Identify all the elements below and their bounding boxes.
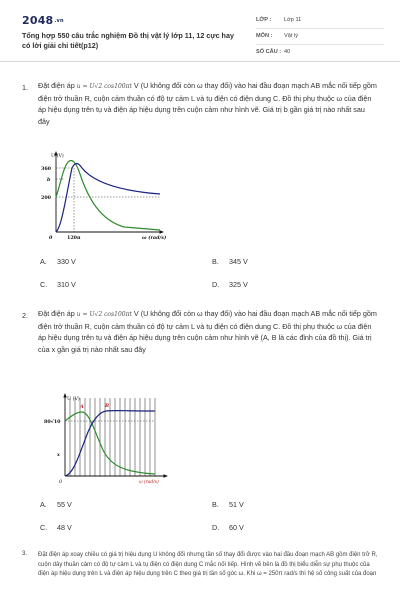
meta-row-class bbox=[256, 13, 384, 29]
voltage-formula: u = U√2 cos100πt bbox=[76, 83, 132, 90]
label-a: A bbox=[80, 404, 84, 410]
meta-value: Vật lý bbox=[284, 33, 298, 39]
option-label: A. bbox=[40, 257, 47, 266]
logo-suffix: .vn bbox=[54, 18, 64, 24]
inductor-voltage-curve bbox=[56, 164, 160, 233]
document-meta bbox=[256, 13, 384, 61]
x-axis-arrow bbox=[164, 474, 169, 477]
question-text-start: Đặt điện áp bbox=[38, 309, 77, 318]
x-axis-label: ω (rad/s) bbox=[139, 480, 159, 485]
option-d[interactable] bbox=[212, 523, 244, 532]
question-text-rest: V (U không đổi còn ω thay đổi) vào hai đầu đoạn mạch AB mắc nối tiếp gồm điện trở thuần R, cuộn cảm thuần có độ tự cảm L và tụ điện có điện dung C. Đồ thị phụ thuộc ω của điện áp hiệu dụng trên tụ và điện áp hiệu dụng trên cuộn cảm như hình vẽ (A, B là các đỉnh của đồ thị). Giá trị của x gần giá trị nào nhất sau đây bbox=[38, 309, 377, 354]
meta-key: LỚP : bbox=[256, 17, 272, 23]
voltage-formula: u = U√2 cos100πt bbox=[76, 311, 132, 318]
q1-voltage-graph bbox=[28, 146, 168, 244]
option-value: 51 V bbox=[229, 500, 244, 509]
question-number: 1. bbox=[22, 83, 28, 92]
question-text bbox=[38, 80, 378, 127]
question-number: 2. bbox=[22, 311, 28, 320]
tick-x-label: x bbox=[57, 452, 60, 458]
question-number: 3. bbox=[22, 551, 28, 557]
option-c[interactable] bbox=[40, 280, 76, 289]
meta-row-count bbox=[256, 45, 384, 61]
page-header bbox=[0, 0, 400, 62]
option-value: 48 V bbox=[57, 523, 72, 532]
question-text bbox=[38, 308, 378, 355]
option-label: C. bbox=[40, 523, 48, 532]
option-value: 55 V bbox=[57, 500, 72, 509]
x-axis-label: ω (rad/s) bbox=[142, 235, 167, 241]
tick-b-label: b bbox=[47, 177, 51, 183]
option-label: B. bbox=[212, 257, 219, 266]
option-value: 310 V bbox=[57, 280, 76, 289]
option-value: 325 V bbox=[229, 280, 248, 289]
origin-label: 0 bbox=[59, 480, 63, 485]
meta-value: Lớp 11 bbox=[284, 17, 302, 23]
tick-360-label: 360 bbox=[41, 166, 52, 172]
option-value: 330 V bbox=[57, 257, 76, 266]
origin-label: 0 bbox=[49, 235, 53, 241]
question-text-start: Đặt điện áp bbox=[38, 81, 77, 90]
meta-value: 40 bbox=[284, 49, 291, 55]
y-axis-label: U (V) bbox=[51, 154, 64, 159]
tick-80sqrt10-label: 80√10 bbox=[44, 419, 61, 425]
document-title: Tổng hợp 550 câu trắc nghiệm Đồ thị vật lý lớp 11, 12 cực hay có lời giải chi tiết(p12) bbox=[22, 31, 234, 50]
meta-row-subject bbox=[256, 29, 384, 45]
option-value: 345 V bbox=[229, 257, 248, 266]
option-a[interactable] bbox=[40, 500, 72, 509]
option-label: B. bbox=[212, 500, 219, 509]
label-b: B bbox=[105, 403, 110, 409]
option-c[interactable] bbox=[40, 523, 72, 532]
question-text: Đặt điện áp xoay chiều có giá trị hiệu dụng U không đổi nhưng tần số thay đổi được vào hai đầu đoạn mạch AB gồm điện trở R, cuộn dây thuần cảm có độ tự cảm L và tụ điện có điện dung C mắc nối tiếp. Hình vẽ bên là đồ thị biểu diễn sự phụ thuộc của điện áp hiệu dụng trên L và điện áp hiệu dụng trên C theo giá trị tần số góc ω. Khi ω = 250π rad/s thì hệ số công suất của đoạn bbox=[38, 552, 378, 578]
logo-text: 2048 bbox=[22, 14, 54, 27]
meta-key: MÔN : bbox=[256, 33, 273, 39]
option-a[interactable] bbox=[40, 257, 76, 266]
option-b[interactable] bbox=[212, 500, 244, 509]
option-value: 60 V bbox=[229, 523, 244, 532]
option-label: D. bbox=[212, 280, 220, 289]
option-label: D. bbox=[212, 523, 220, 532]
option-b[interactable] bbox=[212, 257, 248, 266]
y-axis-label: U (V) bbox=[67, 397, 80, 402]
option-label: A. bbox=[40, 500, 47, 509]
site-logo[interactable] bbox=[22, 14, 64, 27]
tick-200-label: 200 bbox=[41, 195, 52, 201]
tick-120pi-label: 120π bbox=[67, 235, 81, 241]
question-text-rest: V (U không đổi còn ω thay đổi) vào hai đầu đoạn mạch AB mắc nối tiếp gồm điện trở thuần R, cuộn cảm thuần có độ tự cảm L và tụ điện có điện dung C. Đồ thị phụ thuộc ω của điện áp hiệu dụng trên tụ và điện áp hiệu dụng trên cuộn cảm như hình vẽ. Giá trị b gần giá trị nào nhất sau đây bbox=[38, 81, 377, 126]
x-axis-arrow bbox=[160, 230, 165, 233]
q2-voltage-graph bbox=[24, 390, 174, 490]
option-label: C. bbox=[40, 280, 48, 289]
meta-key: SỐ CÂU : bbox=[256, 49, 282, 55]
option-d[interactable] bbox=[212, 280, 248, 289]
